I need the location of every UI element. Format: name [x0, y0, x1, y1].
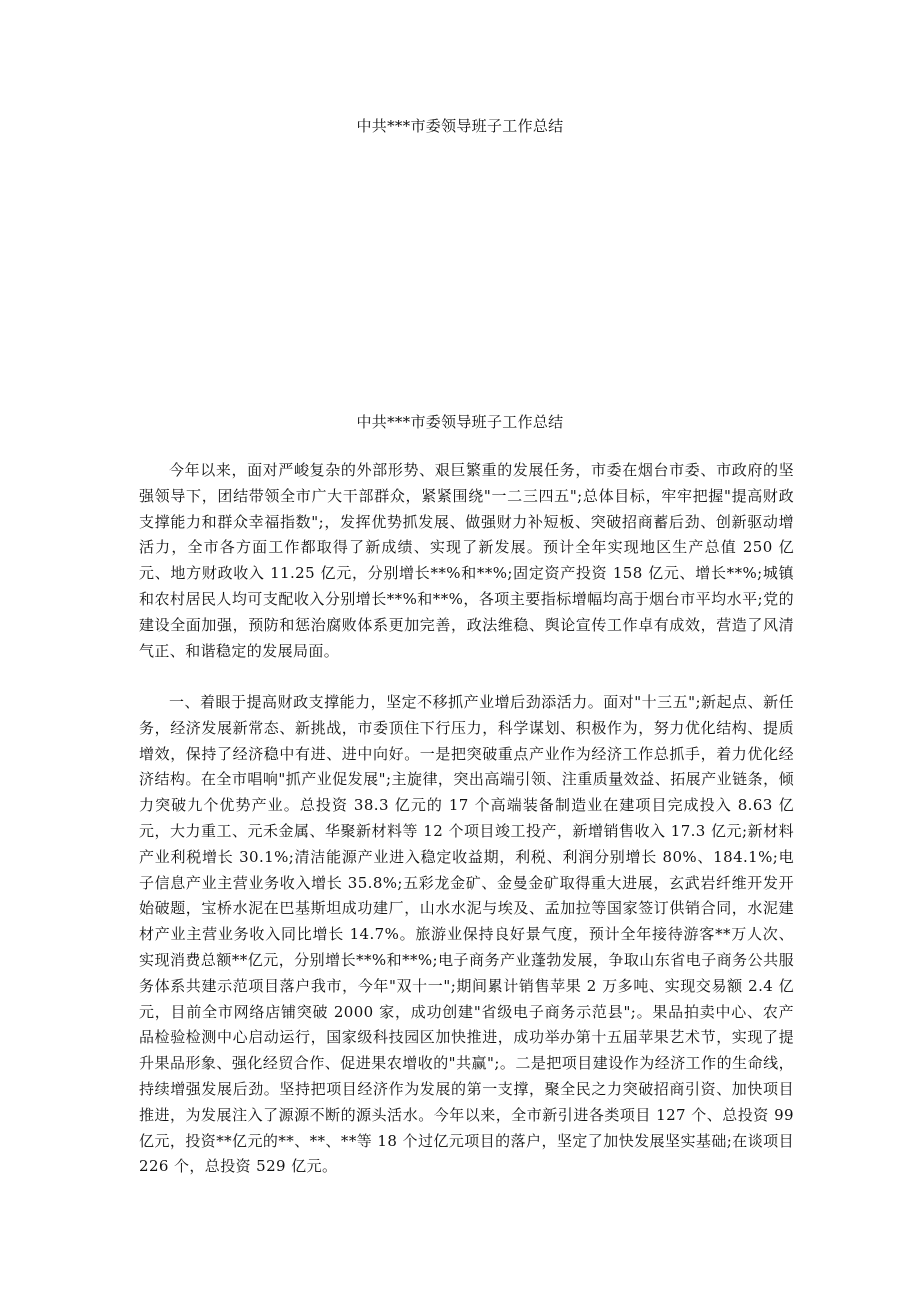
paragraph: 一、着眼于提高财政支撑能力，坚定不移抓产业增后劲添活力。面对"十三五";新起点、新任务，经济发展新常态、新挑战，市委顶住下行压力，科学谋划、积极作为，努力优化结构、提质增效，保持了经济稳中有进、进中向好。一是把突破重点产业作为经济工作总抓手，着力优化经济结构。在全市唱响"抓产业促发展";主旋律，突出高端引领、注重质量效益、拓展产业链条，倾力突破九个优势产业。总投资 38.3 亿元的 17 个高端装备制造业在建项目完成投入 8.63 亿元，大力重工、元禾金属、华聚新材料等 12 个项目竣工投产，新增销售收入 17.3 亿元;新材料产业利税增长 30.1%;清洁能源产业进入稳定收益期，利税、利润分别增长 80%、184.1%;电子信息产业主营业务收入增长 35.8%;五彩龙金矿、金曼金矿取得重大进展，玄武岩纤维开发开始破题，宝桥水泥在巴基斯坦成功建厂，山水水泥与埃及、孟加拉等国家签订供销合同，水泥建材产业主营业务收入同比增长 14.7%。旅游业保持良好景气度，预计全年接待游客**万人次、实现消费总额**亿元，分别增长**%和**%;电子商务产业蓬勃发展，争取山东省电子商务公共服务体系共建示范项目落户我市，今年"双十一";期间累计销售苹果 2 万多吨、实现交易额 2.4 亿元，目前全市网络店铺突破 2000 家，成功创建"省级电子商务示范县";。果品拍卖中心、农产品检验检测中心启动运行，国家级科技园区加快推进，成功举办第十五届苹果艺术节，实现了提升果品形象、强化经贸合作、促进果农增收的"共赢";。二是把项目建设作为经济工作的生命线，持续增强发展后劲。坚持把项目经济作为发展的第一支撑，聚全民之力突破招商引资、加快项目推进，为发展注入了源源不断的源头活水。今年以来，全市新引进各类项目 127 个、总投资 99 亿元，投资**亿元的**、**、**等 18 个过亿元项目的落户，坚定了加快发展坚实基础;在谈项目 226 个，总投资 529 亿元。: [139, 693, 794, 1176]
paragraph-2-block: [139, 690, 794, 1180]
paragraph: 今年以来，面对严峻复杂的外部形势、艰巨繁重的发展任务，市委在烟台市委、市政府的坚强领导下，团结带领全市广大干部群众，紧紧围绕"一二三四五";总体目标，牢牢把握"提高财政支撑能力和群众幸福指数";，发挥优势抓发展、做强财力补短板、突破招商蓄后劲、创新驱动增活力，全市各方面工作都取得了新成绩、实现了新发展。预计全年实现地区生产总值 250 亿元、地方财政收入 11.25 亿元，分别增长**%和**%;固定资产投资 158 亿元、增长**%;城镇和农村居民人均可支配收入分别增长**%和**%，各项主要指标增幅均高于烟台市平均水平;党的建设全面加强，预防和惩治腐败体系更加完善，政法维稳、舆论宣传工作卓有成效，营造了风清气正、和谐稳定的发展局面。: [139, 461, 794, 660]
paragraph-1-block: [139, 458, 794, 664]
cover-title: 中共***市委领导班子工作总结: [356, 117, 564, 135]
document-title: 中共***市委领导班子工作总结: [356, 413, 564, 431]
